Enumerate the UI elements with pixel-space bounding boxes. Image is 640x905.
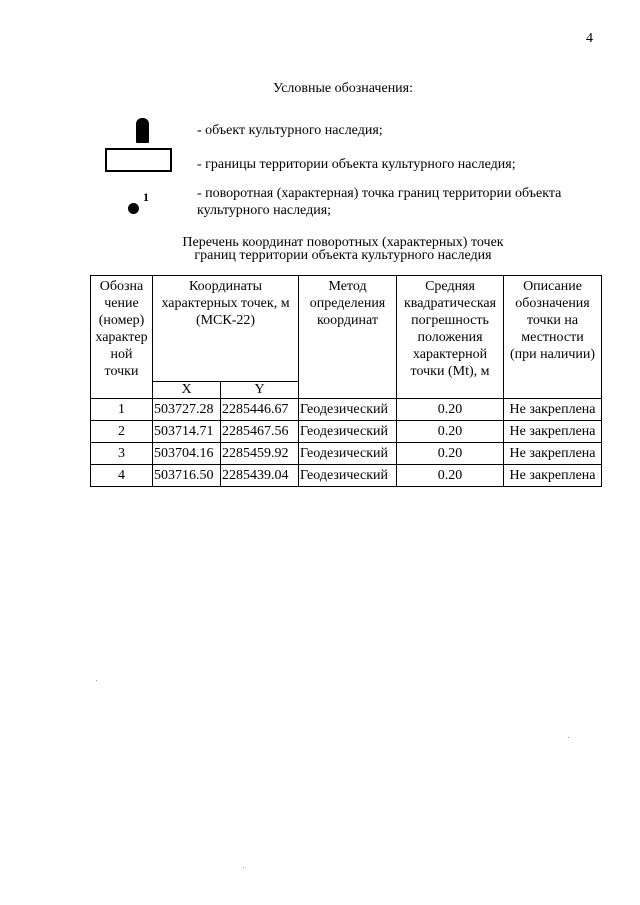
header-y: Y bbox=[221, 382, 299, 399]
cell-x: 503704.16 bbox=[153, 443, 221, 465]
cell-description: Не закреплена bbox=[504, 465, 602, 487]
header-x: X bbox=[153, 382, 221, 399]
page-number: 4 bbox=[586, 31, 593, 46]
cell-y: 2285467.56 bbox=[221, 421, 299, 443]
cell-description: Не закреплена bbox=[504, 443, 602, 465]
scan-speck bbox=[243, 867, 244, 868]
cell-method: Геодезический bbox=[299, 443, 397, 465]
cell-number: 3 bbox=[91, 443, 153, 465]
table-header-row bbox=[91, 276, 602, 382]
cell-description: Не закреплена bbox=[504, 399, 602, 421]
cell-x: 503714.71 bbox=[153, 421, 221, 443]
header-description: Описание обозначения точки на местности (при наличии) bbox=[504, 276, 602, 399]
list-title-line1: Перечень координат поворотных (характерных) точек bbox=[182, 235, 504, 250]
cell-error: 0.20 bbox=[397, 421, 504, 443]
legend-title: Условные обозначения: bbox=[272, 81, 414, 96]
legend-item-heritage-object: - объект культурного наследия; bbox=[197, 123, 383, 138]
list-title-line2: границ территории объекта культурного наследия bbox=[194, 248, 492, 263]
turning-point-label: 1 bbox=[143, 190, 149, 204]
cell-error: 0.20 bbox=[397, 443, 504, 465]
cell-y: 2285446.67 bbox=[221, 399, 299, 421]
header-point-number: Обозна чение (номер) характер ной точки bbox=[91, 276, 153, 399]
territory-boundary-icon bbox=[105, 148, 172, 172]
scan-speck bbox=[568, 737, 569, 738]
cell-method: Геодезический bbox=[299, 421, 397, 443]
table-row bbox=[91, 421, 602, 443]
cell-method: Геодезический bbox=[299, 399, 397, 421]
turning-point-icon bbox=[128, 203, 139, 214]
cell-error: 0.20 bbox=[397, 399, 504, 421]
coordinates-table bbox=[90, 275, 602, 487]
legend-item-turning-point bbox=[197, 185, 561, 219]
cell-description: Не закреплена bbox=[504, 421, 602, 443]
cell-y: 2285439.04 bbox=[221, 465, 299, 487]
cell-x: 503716.50 bbox=[153, 465, 221, 487]
header-coordinates: Координаты характерных точек, м (МСК-22) bbox=[153, 276, 299, 382]
legend-item-turning-point-line1: - поворотная (характерная) точка границ территории объекта bbox=[197, 186, 562, 201]
heritage-object-icon bbox=[136, 118, 149, 143]
table-row bbox=[91, 443, 602, 465]
table-row bbox=[91, 465, 602, 487]
legend-item-territory-boundary: - границы территории объекта культурного наследия; bbox=[197, 157, 516, 172]
cell-number: 4 bbox=[91, 465, 153, 487]
header-method: Метод определения координат bbox=[299, 276, 397, 399]
scan-speck bbox=[96, 680, 97, 681]
cell-number: 2 bbox=[91, 421, 153, 443]
cell-x: 503727.28 bbox=[153, 399, 221, 421]
cell-y: 2285459.92 bbox=[221, 443, 299, 465]
header-mean-error: Средняя квадратическая погрешность положения характерной точки (Mt), м bbox=[397, 276, 504, 399]
legend-item-turning-point-line2: культурного наследия; bbox=[197, 203, 332, 218]
cell-method: Геодезический bbox=[299, 465, 397, 487]
cell-number: 1 bbox=[91, 399, 153, 421]
cell-error: 0.20 bbox=[397, 465, 504, 487]
table-row bbox=[91, 399, 602, 421]
